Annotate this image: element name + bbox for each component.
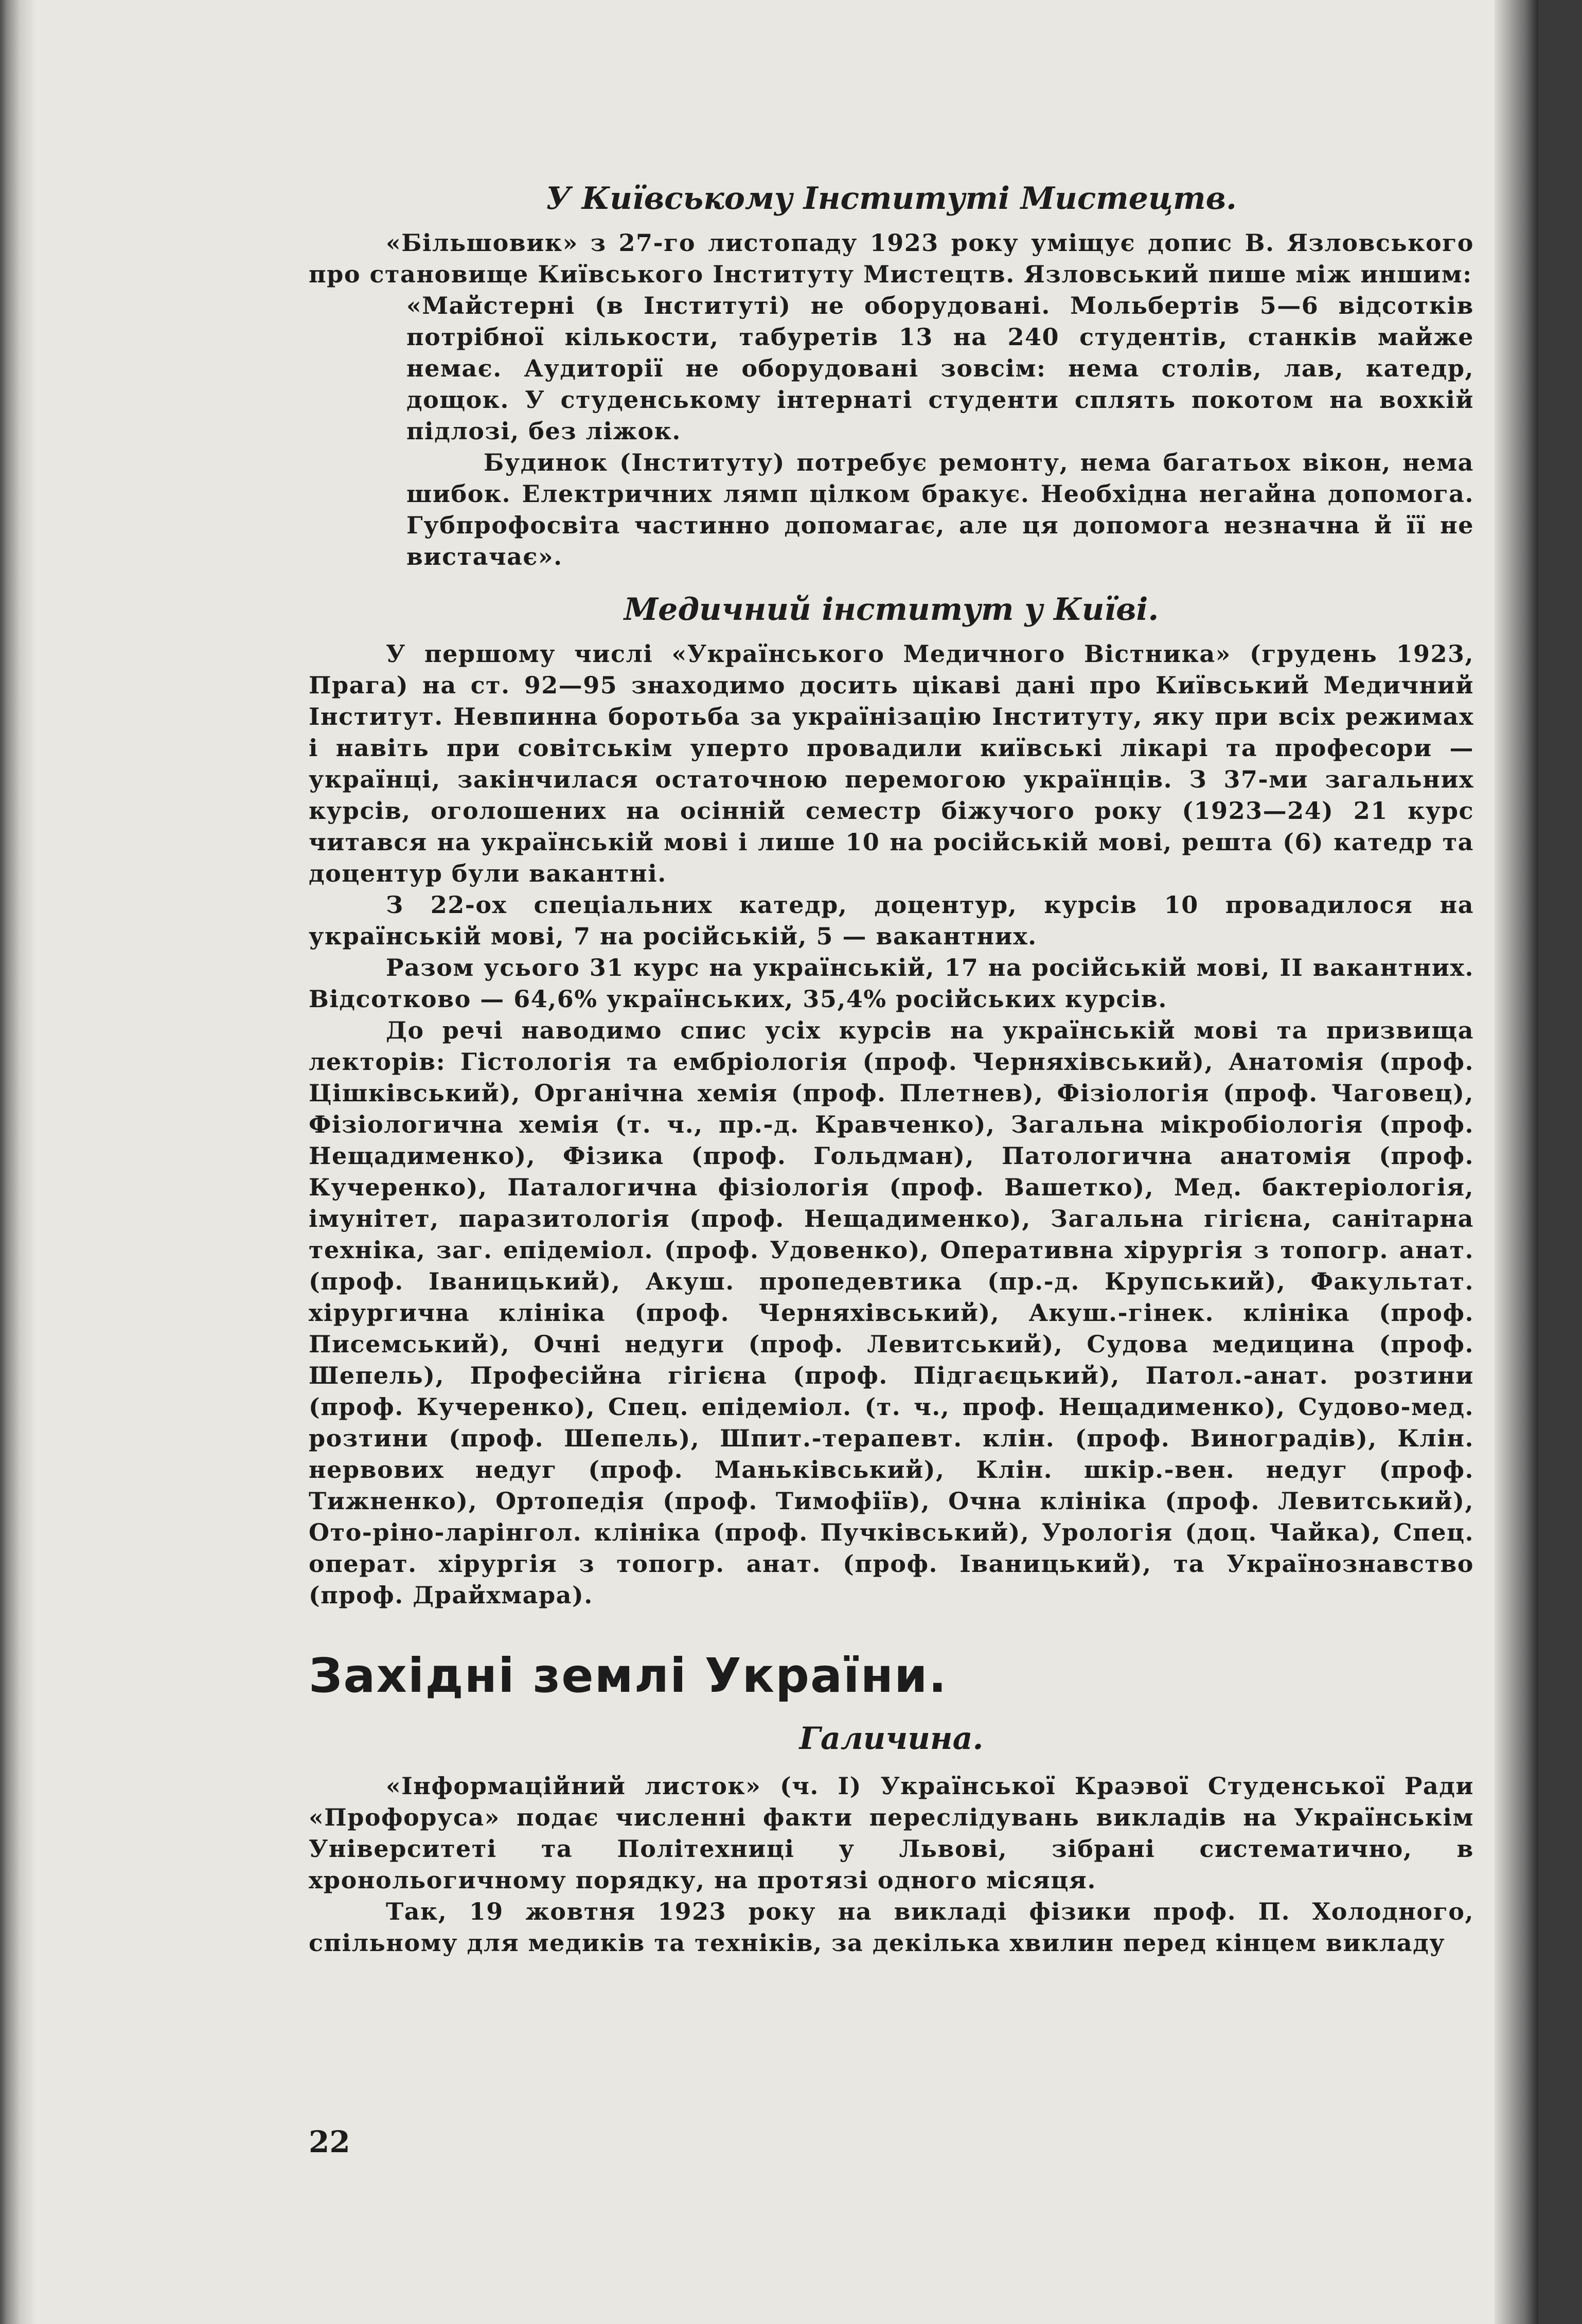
paragraph: У першому числі «Українського Медичного Вістника» (грудень 1923, Прага) на ст. 92—95 знаходимо досить цікаві дані про Київський Медичний Інститут. Невпинна боротьба за українізацію Інституту, яку при всіх режимах і навіть при совітськім уперто провадили київські лікарі та професори — українці, закінчилася остаточною перемогою українців. З 37-ми загальних курсів, оголошених на осінній семестр біжучого року (1923—24) 21 курс читався на українській мові і лише 10 на російській мові, решта (6) катедр та доцентур були вакантні.: [309, 640, 1474, 887]
section-title-kyiv-art-institute: У Київському Інституті Мистецтв.: [546, 181, 1237, 217]
quote-block: [309, 290, 1474, 573]
section-title-medical-institute: Медичний інститут у Київі.: [624, 592, 1159, 628]
page-content: [309, 175, 1474, 1959]
chapter-heading-western-lands: Західні землі України.: [309, 1648, 948, 1703]
paragraph-course-list: До речі наводимо спис усіх курсів на українській мові та призвища лекторів: Гістологія та ембріологія (проф. Черняхівський), Анатомія (проф. Цішківський), Органічна хемія (проф. Плетнев), Фізіологія (проф. Чаговец), Фізіологична хемія (т. ч., пр.-д. Кравченко), Загальна мікробіологія (проф. Нещадименко), Фізика (проф. Гольдман), Патологична анатомія (проф. Кучеренко), Паталогична фізіологія (проф. Вашетко), Мед. бактеріологія, імунітет, паразитологія (проф. Нещадименко), Загальна гігієна, санітарна техніка, заг. епідеміол. (проф. Удовенко), Оперативна хірургія з топогр. анат. (проф. Іваницький), Акуш. пропедевтика (пр.-д. Крупський), Факультат. хірургична клініка (проф. Черняхівський), Акуш.-гінек. клініка (проф. Писемський), Очні недуги (проф. Левитський), Судова медицина (проф. Шепель), Професійна гігієна (проф. Підгаєцький), Патол.-анат. розтини (проф. Кучеренко), Спец. епідеміол. (т. ч., проф. Нещадименко), Судово-мед. розтини (проф. Шепель), Шпит.-терапевт. клін. (проф. Виноградів), Клін. нервових недуг (проф. Маньківський), Клін. шкір.-вен. недуг (проф. Тижненко), Ортопедія (проф. Тимофіїв), Очна клініка (проф. Левитський), Ото-ріно-ларінгол. клініка (проф. Пучківський), Урологія (доц. Чайка), Спец. операт. хірургія з топогр. анат. (проф. Іваницький), та Українознавство (проф. Драйхмара).: [309, 1016, 1474, 1609]
paragraph: Так, 19 жовтня 1923 року на викладі фізики проф. П. Холодного, спільному для медиків та техніків, за декілька хвилин перед кінцем викладу: [309, 1898, 1474, 1957]
quote-paragraph: Будинок (Інституту) потребує ремонту, нема багатьох вікон, нема шибок. Електричних лямп цілком бракує. Необхідна негайна допомога. Губпрофосвіта частинно допомагає, але ця допомога незначна й її не вистачає».: [406, 449, 1474, 570]
paragraph-intro: «Більшовик» з 27-го листопаду 1923 року уміщує допис В. Язловського про становище Київського Інституту Мистецтв. Язловський пише між иншим:: [309, 229, 1474, 288]
quote-paragraph: «Майстерні (в Інституті) не оборудовані. Мольбертів 5—6 відсотків потрібної кількости, табуретів 13 на 240 студентів, станків майже немає. Аудиторії не оборудовані зовсім: нема столів, лав, катедр, дощок. У студенському інтернаті студенти сплять покотом на вохкій підлозі, без ліжок.: [406, 292, 1474, 445]
paragraph: Разом усього 31 курс на українській, 17 на російській мові, ІІ вакантних. Відсотково — 64,6% українських, 35,4% російських курсів.: [309, 954, 1474, 1013]
page-number: 22: [309, 2124, 350, 2159]
paragraph: З 22-ох спеціальних катедр, доцентур, курсів 10 провадилося на українській мові, 7 на російській, 5 — вакантних.: [309, 891, 1474, 950]
page-edge-shadow: [1495, 0, 1538, 2324]
paragraph: «Інформаційний листок» (ч. І) Української Краэвої Студенської Ради «Профоруса» подає численні факти переслідувань викладів на Українськім Університеті та Політехниці у Львові, зібрані систематично, в хронольогичному порядку, на протязі одного місяця.: [309, 1772, 1474, 1894]
section-title-galicia: Галичина.: [799, 1721, 984, 1757]
book-spine-shadow: [0, 0, 36, 2324]
